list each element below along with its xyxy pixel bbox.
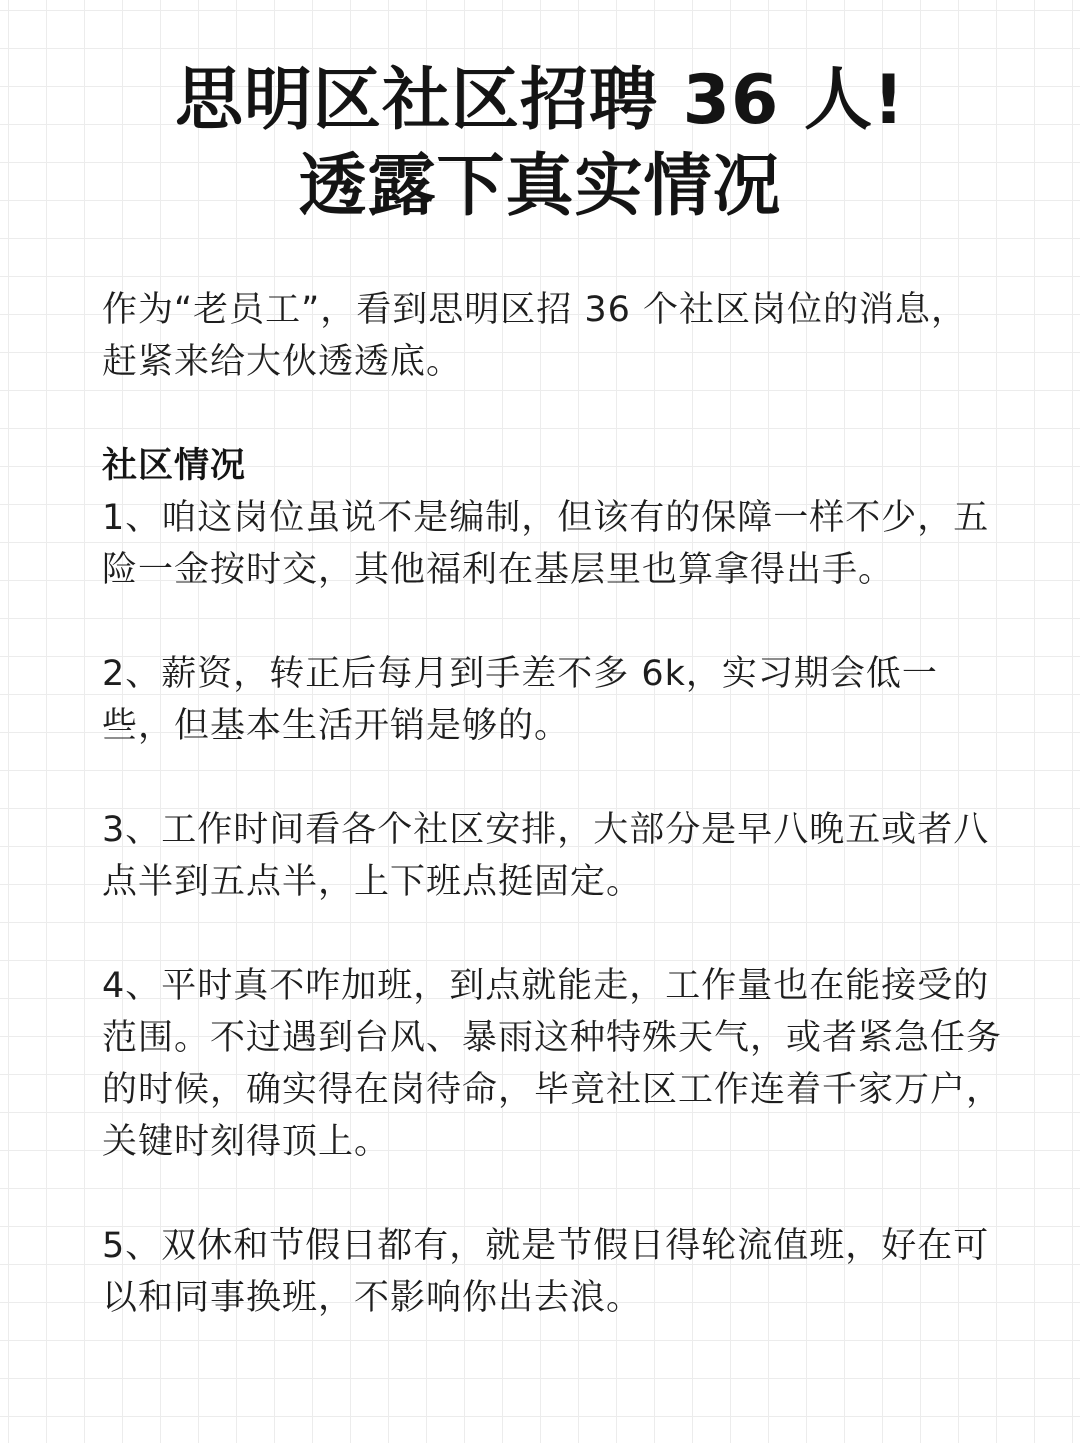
list-item: 2、薪资，转正后每月到手差不多 6k，实习期会低一些，但基本生活开销是够的。 bbox=[102, 654, 938, 746]
intro-paragraph: 作为“老员工”，看到思明区招 36 个社区岗位的消息，赶紧来给大伙透透底。 bbox=[102, 290, 968, 382]
title-line-2: 透露下真实情况 bbox=[298, 147, 782, 226]
post-body bbox=[102, 284, 1002, 1324]
list-item: 5、双休和节假日都有，就是节假日得轮流值班，好在可以和同事换班，不影响你出去浪。 bbox=[102, 1226, 990, 1318]
list-item: 3、工作时间看各个社区安排，大部分是早八晚五或者八点半到五点半，上下班点挺固定。 bbox=[102, 810, 990, 902]
title-line-1: 思明区社区招聘 36 人! bbox=[175, 61, 905, 140]
list-item: 4、平时真不咋加班，到点就能走，工作量也在能接受的范围。不过遇到台风、暴雨这种特殊天气，或者紧急任务的时候，确实得在岗待命，毕竟社区工作连着千家万户，关键时刻得顶上。 bbox=[102, 966, 1003, 1162]
list-item: 1、咱这岗位虽说不是编制，但该有的保障一样不少，五险一金按时交，其他福利在基层里也算拿得出手。 bbox=[102, 498, 990, 590]
section-heading: 社区情况 bbox=[102, 446, 247, 486]
post-title bbox=[0, 58, 1080, 230]
